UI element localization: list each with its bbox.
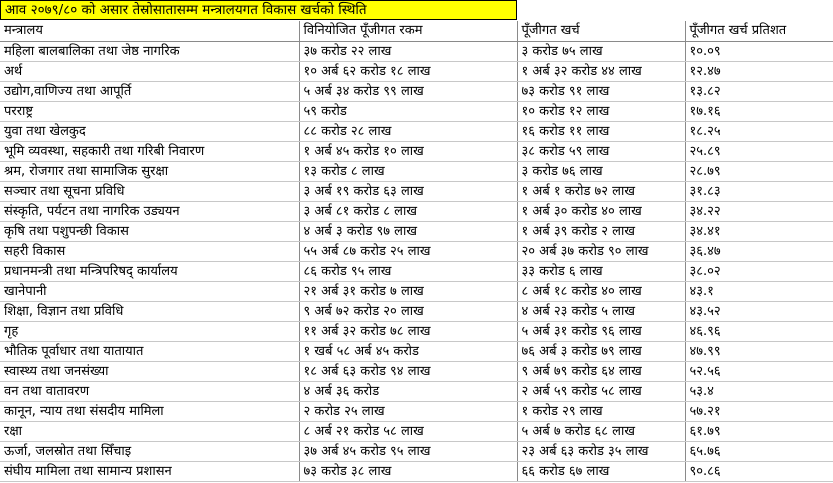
ministry-cell[interactable]: उद्योग,वाणिज्य तथा आपूर्ति xyxy=(0,81,299,101)
expenditure-percent-cell[interactable]: ४३.१ xyxy=(685,281,833,301)
capital-expenditure-cell[interactable]: ६६ करोड ६७ लाख xyxy=(517,461,685,481)
expenditure-percent-cell[interactable]: ५३.४ xyxy=(685,381,833,401)
expenditure-percent-cell[interactable]: १३.८२ xyxy=(685,81,833,101)
ministry-cell[interactable]: सहरी विकास xyxy=(0,241,299,261)
column-header-allocated-capital[interactable]: विनियोजित पूँजीगत रकम xyxy=(299,21,517,41)
ministry-cell[interactable]: श्रम, रोजगार तथा सामाजिक सुरक्षा xyxy=(0,161,299,181)
table-row xyxy=(0,301,833,321)
table-row xyxy=(0,181,833,201)
ministry-cell[interactable]: कानून, न्याय तथा संसदीय मामिला xyxy=(0,401,299,421)
table-row xyxy=(0,421,833,441)
ministry-cell[interactable]: युवा तथा खेलकुद xyxy=(0,121,299,141)
ministry-cell[interactable]: गृह xyxy=(0,321,299,341)
table-row xyxy=(0,101,833,121)
expenditure-percent-cell[interactable]: १०.०९ xyxy=(685,41,833,61)
expenditure-percent-cell[interactable]: १७.१६ xyxy=(685,101,833,121)
table-row xyxy=(0,221,833,241)
expenditure-percent-cell[interactable]: ४७.९९ xyxy=(685,341,833,361)
table-row xyxy=(0,141,833,161)
table-row xyxy=(0,41,833,61)
capital-expenditure-cell[interactable]: ३ करोड ७६ लाख xyxy=(517,161,685,181)
column-header-capital-expenditure[interactable]: पूँजीगत खर्च xyxy=(517,21,685,41)
capital-expenditure-cell[interactable]: ३३ करोड ६ लाख xyxy=(517,261,685,281)
table-row xyxy=(0,321,833,341)
allocated-capital-cell[interactable]: १० अर्ब ६२ करोड १८ लाख xyxy=(299,61,517,81)
allocated-capital-cell[interactable]: ४ अर्ब ३ करोड ९७ लाख xyxy=(299,221,517,241)
expenditure-percent-cell[interactable]: २५.८९ xyxy=(685,141,833,161)
expenditure-percent-cell[interactable]: ५७.२१ xyxy=(685,401,833,421)
ministry-cell[interactable]: परराष्ट्र xyxy=(0,101,299,121)
expenditure-percent-cell[interactable]: ६१.७९ xyxy=(685,421,833,441)
ministry-cell[interactable]: कृषि तथा पशुपन्छी विकास xyxy=(0,221,299,241)
capital-expenditure-cell[interactable]: १ अर्ब १ करोड ७२ लाख xyxy=(517,181,685,201)
table-row xyxy=(0,441,833,461)
capital-expenditure-cell[interactable]: १० करोड १२ लाख xyxy=(517,101,685,121)
capital-expenditure-cell[interactable]: २३ अर्ब ६३ करोड ३५ लाख xyxy=(517,441,685,461)
expenditure-percent-cell[interactable]: ९०.८६ xyxy=(685,461,833,481)
table-row xyxy=(0,341,833,361)
capital-expenditure-cell[interactable]: ९ अर्ब ७९ करोड ६४ लाख xyxy=(517,361,685,381)
expenditure-percent-cell[interactable]: ४३.५२ xyxy=(685,301,833,321)
allocated-capital-cell[interactable]: १३ करोड ८ लाख xyxy=(299,161,517,181)
ministry-cell[interactable]: रक्षा xyxy=(0,421,299,441)
allocated-capital-cell[interactable]: ५५ अर्ब ८७ करोड २५ लाख xyxy=(299,241,517,261)
capital-expenditure-cell[interactable]: ५ अर्ब ७ करोड ६८ लाख xyxy=(517,421,685,441)
allocated-capital-cell[interactable]: २ करोड २५ लाख xyxy=(299,401,517,421)
table-row xyxy=(0,121,833,141)
capital-expenditure-cell[interactable]: २० अर्ब ३७ करोड ९० लाख xyxy=(517,241,685,261)
table-row xyxy=(0,81,833,101)
expenditure-percent-cell[interactable]: ३४.४१ xyxy=(685,221,833,241)
ministry-cell[interactable]: खानेपानी xyxy=(0,281,299,301)
allocated-capital-cell[interactable]: ८६ करोड ९५ लाख xyxy=(299,261,517,281)
expenditure-percent-cell[interactable]: ३६.४७ xyxy=(685,241,833,261)
allocated-capital-cell[interactable]: ३७ करोड २२ लाख xyxy=(299,41,517,61)
table-row xyxy=(0,241,833,261)
capital-expenditure-cell[interactable]: २ अर्ब ५९ करोड ५८ लाख xyxy=(517,381,685,401)
ministry-cell[interactable]: अर्थ xyxy=(0,61,299,81)
expenditure-percent-cell[interactable]: ३८.०२ xyxy=(685,261,833,281)
table-row xyxy=(0,61,833,81)
table-row xyxy=(0,161,833,181)
table-row xyxy=(0,461,833,481)
expenditure-percent-cell[interactable]: ३४.२२ xyxy=(685,201,833,221)
allocated-capital-cell[interactable]: ४ अर्ब ३६ करोड xyxy=(299,381,517,401)
expenditure-percent-cell[interactable]: ३१.८३ xyxy=(685,181,833,201)
ministry-capital-expenditure-table xyxy=(0,21,833,482)
table-row xyxy=(0,261,833,281)
table-row xyxy=(0,361,833,381)
capital-expenditure-cell[interactable]: १ अर्ब ३० करोड ४० लाख xyxy=(517,201,685,221)
table-row xyxy=(0,281,833,301)
allocated-capital-cell[interactable]: १ अर्ब ४५ करोड १० लाख xyxy=(299,141,517,161)
allocated-capital-cell[interactable]: १ खर्ब ५८ अर्ब ४५ करोड xyxy=(299,341,517,361)
capital-expenditure-cell[interactable]: ३ करोड ७५ लाख xyxy=(517,41,685,61)
allocated-capital-cell[interactable]: ११ अर्ब ३२ करोड ७८ लाख xyxy=(299,321,517,341)
table-row xyxy=(0,381,833,401)
capital-expenditure-cell[interactable]: ७३ करोड ९१ लाख xyxy=(517,81,685,101)
allocated-capital-cell[interactable]: ७३ करोड ३८ लाख xyxy=(299,461,517,481)
allocated-capital-cell[interactable]: ८८ करोड २८ लाख xyxy=(299,121,517,141)
allocated-capital-cell[interactable]: ३ अर्ब १९ करोड ६३ लाख xyxy=(299,181,517,201)
column-header-ministry[interactable]: मन्त्रालय xyxy=(0,21,299,41)
table-row xyxy=(0,401,833,421)
ministry-cell[interactable]: भौतिक पूर्वाधार तथा यातायात xyxy=(0,341,299,361)
allocated-capital-cell[interactable]: ८ अर्ब २१ करोड ५८ लाख xyxy=(299,421,517,441)
column-header-expenditure-percent[interactable]: पूँजीगत खर्च प्रतिशत xyxy=(685,21,833,41)
expenditure-percent-cell[interactable]: ४६.९६ xyxy=(685,321,833,341)
ministry-cell[interactable]: वन तथा वातावरण xyxy=(0,381,299,401)
ministry-cell[interactable]: प्रधानमन्त्री तथा मन्त्रिपरिषद् कार्यालय xyxy=(0,261,299,281)
capital-expenditure-cell[interactable]: ३८ करोड ५९ लाख xyxy=(517,141,685,161)
sheet-title: आव २०७९/८० को असार तेस्रोसातासम्म मन्त्रालयगत विकास खर्चको स्थिति xyxy=(0,0,517,20)
ministry-cell[interactable]: महिला बालबालिका तथा जेष्ठ नागरिक xyxy=(0,41,299,61)
ministry-cell[interactable]: सञ्चार तथा सूचना प्रविधि xyxy=(0,181,299,201)
capital-expenditure-cell[interactable]: १ अर्ब ३९ करोड २ लाख xyxy=(517,221,685,241)
capital-expenditure-cell[interactable]: ७६ अर्ब ३ करोड ७९ लाख xyxy=(517,341,685,361)
ministry-cell[interactable]: भूमि व्यवस्था, सहकारी तथा गरिबी निवारण xyxy=(0,141,299,161)
capital-expenditure-cell[interactable]: ५ अर्ब ३१ करोड ९६ लाख xyxy=(517,321,685,341)
allocated-capital-cell[interactable]: ५९ करोड xyxy=(299,101,517,121)
allocated-capital-cell[interactable]: १८ अर्ब ६३ करोड ९४ लाख xyxy=(299,361,517,381)
table-row xyxy=(0,201,833,221)
ministry-cell[interactable]: शिक्षा, विज्ञान तथा प्रविधि xyxy=(0,301,299,321)
capital-expenditure-cell[interactable]: ८ अर्ब १८ करोड ४० लाख xyxy=(517,281,685,301)
ministry-cell[interactable]: ऊर्जा, जलस्रोत तथा सिँचाइ xyxy=(0,441,299,461)
expenditure-percent-cell[interactable]: २८.७९ xyxy=(685,161,833,181)
capital-expenditure-cell[interactable]: १ करोड २९ लाख xyxy=(517,401,685,421)
ministry-cell[interactable]: संघीय मामिला तथा सामान्य प्रशासन xyxy=(0,461,299,481)
ministry-cell[interactable]: स्वास्थ्य तथा जनसंख्या xyxy=(0,361,299,381)
allocated-capital-cell[interactable]: ९ अर्ब ७२ करोड २० लाख xyxy=(299,301,517,321)
expenditure-percent-cell[interactable]: १२.४७ xyxy=(685,61,833,81)
expenditure-percent-cell[interactable]: ६५.७६ xyxy=(685,441,833,461)
header-row xyxy=(0,21,833,41)
allocated-capital-cell[interactable]: ५ अर्ब ३४ करोड ९९ लाख xyxy=(299,81,517,101)
capital-expenditure-cell[interactable]: १६ करोड ११ लाख xyxy=(517,121,685,141)
allocated-capital-cell[interactable]: ३ अर्ब ८१ करोड ८ लाख xyxy=(299,201,517,221)
capital-expenditure-cell[interactable]: १ अर्ब ३२ करोड ४४ लाख xyxy=(517,61,685,81)
expenditure-percent-cell[interactable]: ५२.५६ xyxy=(685,361,833,381)
ministry-cell[interactable]: संस्कृति, पर्यटन तथा नागरिक उड्ययन xyxy=(0,201,299,221)
allocated-capital-cell[interactable]: ३७ अर्ब ४५ करोड ९५ लाख xyxy=(299,441,517,461)
allocated-capital-cell[interactable]: २१ अर्ब ३१ करोड ७ लाख xyxy=(299,281,517,301)
expenditure-percent-cell[interactable]: १८.२५ xyxy=(685,121,833,141)
capital-expenditure-cell[interactable]: ४ अर्ब २३ करोड ५ लाख xyxy=(517,301,685,321)
